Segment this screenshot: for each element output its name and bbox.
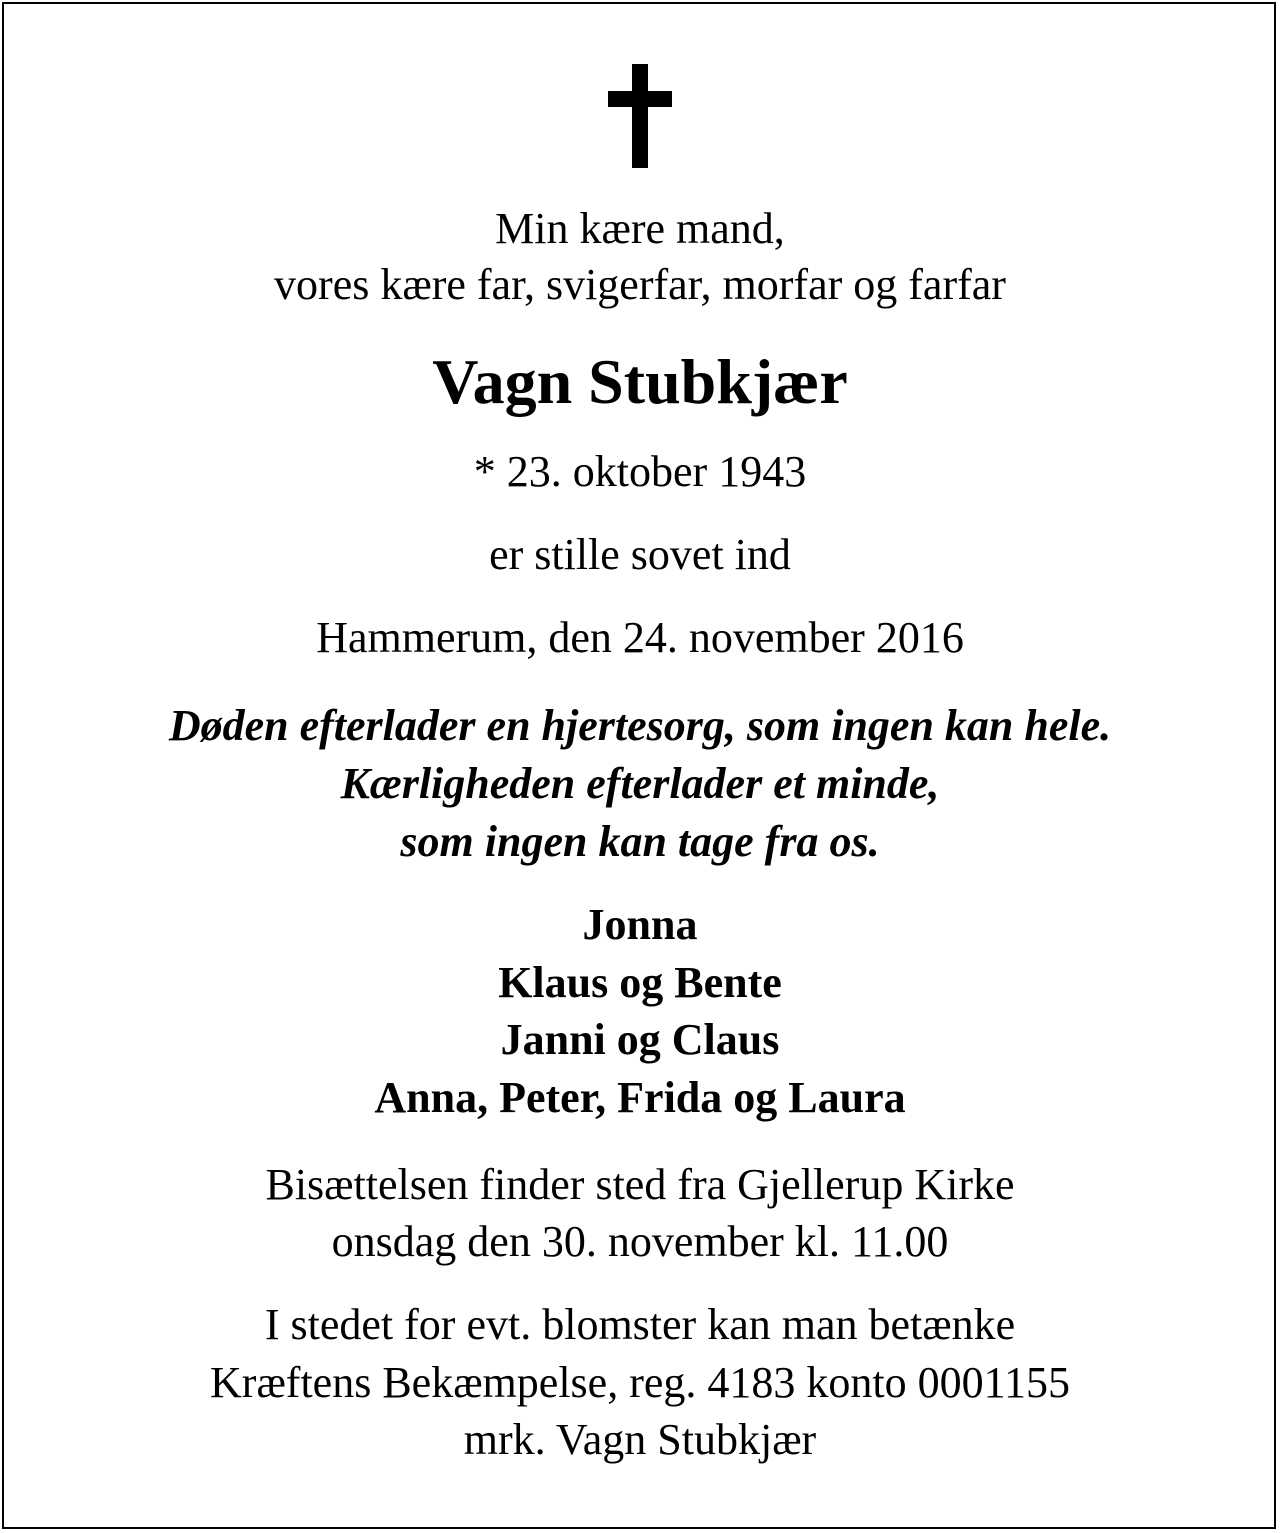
deceased-name: Vagn Stubkjær <box>432 346 848 417</box>
funeral-line-2: onsdag den 30. november kl. 11.00 <box>331 1217 949 1266</box>
intro-line-2: vores kære far, svigerfar, morfar og farfar <box>274 260 1006 309</box>
intro-line-1: Min kære mand, <box>495 204 785 253</box>
family-line-4: Anna, Peter, Frida og Laura <box>374 1073 906 1122</box>
verse-line-3: som ingen kan tage fra os. <box>400 817 880 866</box>
passed-text: er stille sovet ind <box>489 530 791 579</box>
funeral-line-1: Bisættelsen finder sted fra Gjellerup Kirke <box>265 1160 1015 1209</box>
family-line-2: Klaus og Bente <box>498 958 782 1007</box>
donation-line-2: Kræftens Bekæmpelse, reg. 4183 konto 0001155 <box>210 1358 1070 1407</box>
cross-icon <box>608 64 672 168</box>
place-date: Hammerum, den 24. november 2016 <box>316 613 964 662</box>
birth-date: * 23. oktober 1943 <box>473 447 807 496</box>
donation-line-1: I stedet for evt. blomster kan man betænke <box>264 1300 1016 1349</box>
donation-line-3: mrk. Vagn Stubkjær <box>463 1415 817 1464</box>
verse-line-2: Kærligheden efterlader et minde, <box>340 759 940 808</box>
family-line-1: Jonna <box>582 900 698 949</box>
verse-line-1: Døden efterlader en hjertesorg, som ingen kan hele. <box>168 701 1112 750</box>
family-line-3: Janni og Claus <box>500 1015 780 1064</box>
